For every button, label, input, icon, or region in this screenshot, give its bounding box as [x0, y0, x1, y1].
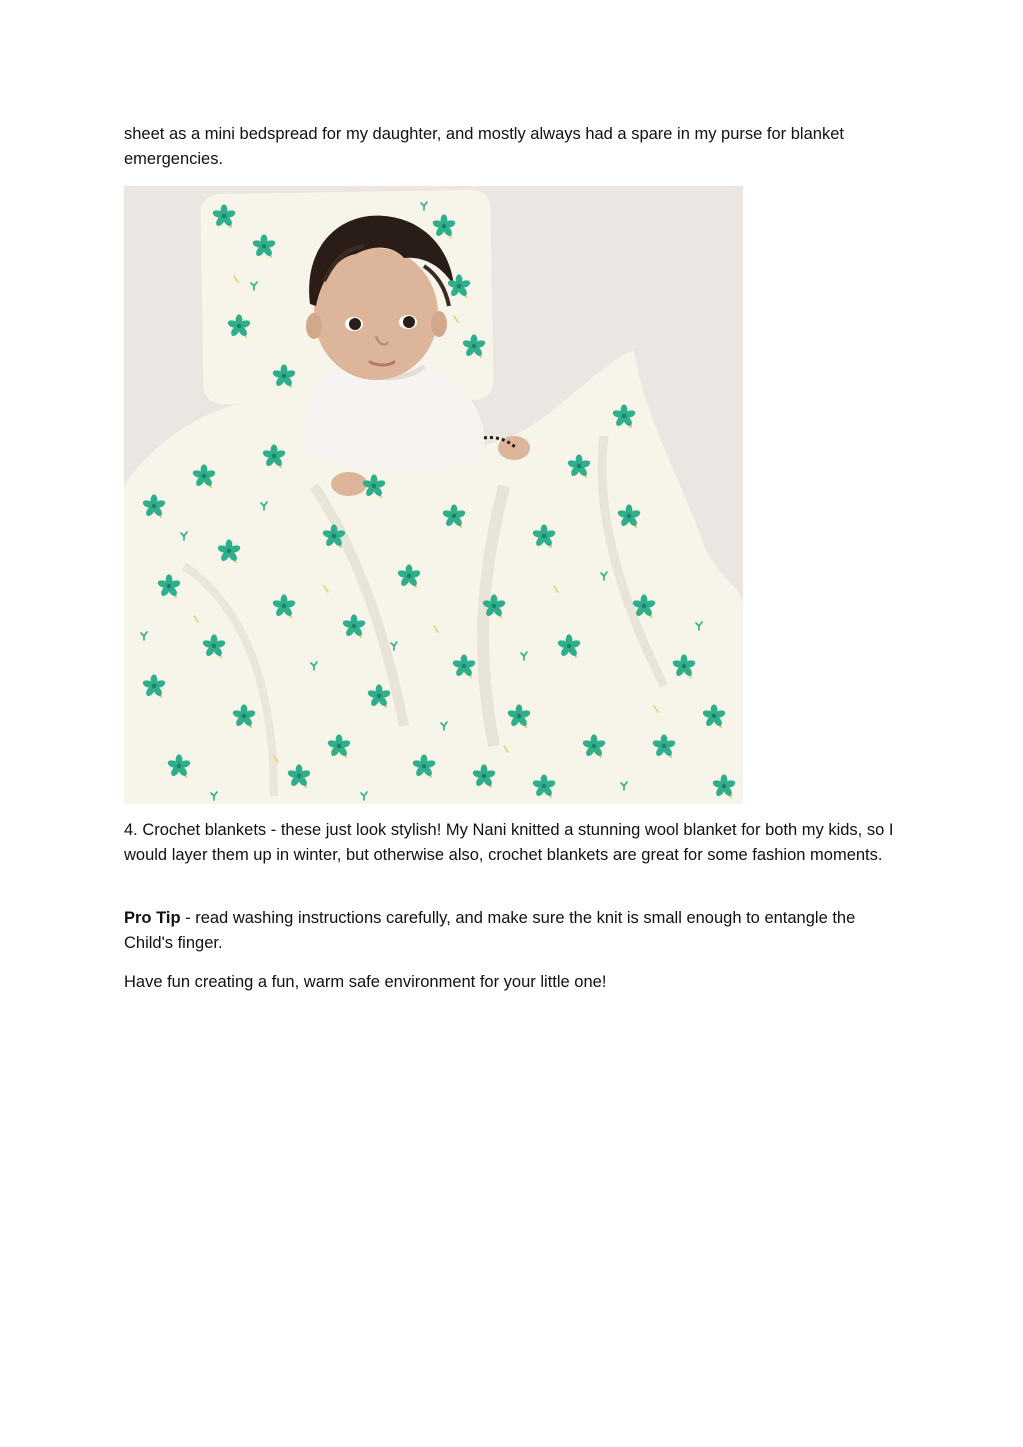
pro-tip-label: Pro Tip — [124, 909, 181, 927]
baby-blanket-photo — [124, 186, 743, 804]
crochet-paragraph: 4. Crochet blankets - these just look stylish! My Nani knitted a stunning wool blanket for both my kids, so I would layer them up in winter, but otherwise also, crochet blankets are great for some fashion moments. — [124, 821, 894, 864]
document-page — [124, 122, 894, 995]
pro-tip-paragraph — [124, 906, 894, 956]
closing-paragraph: Have fun creating a fun, warm safe environment for your little one! — [124, 973, 607, 991]
pro-tip-text: - read washing instructions carefully, and make sure the knit is small enough to entangle the Child's finger. — [124, 909, 856, 952]
intro-paragraph: sheet as a mini bedspread for my daughter, and mostly always had a spare in my purse for blanket emergencies. — [124, 125, 844, 168]
